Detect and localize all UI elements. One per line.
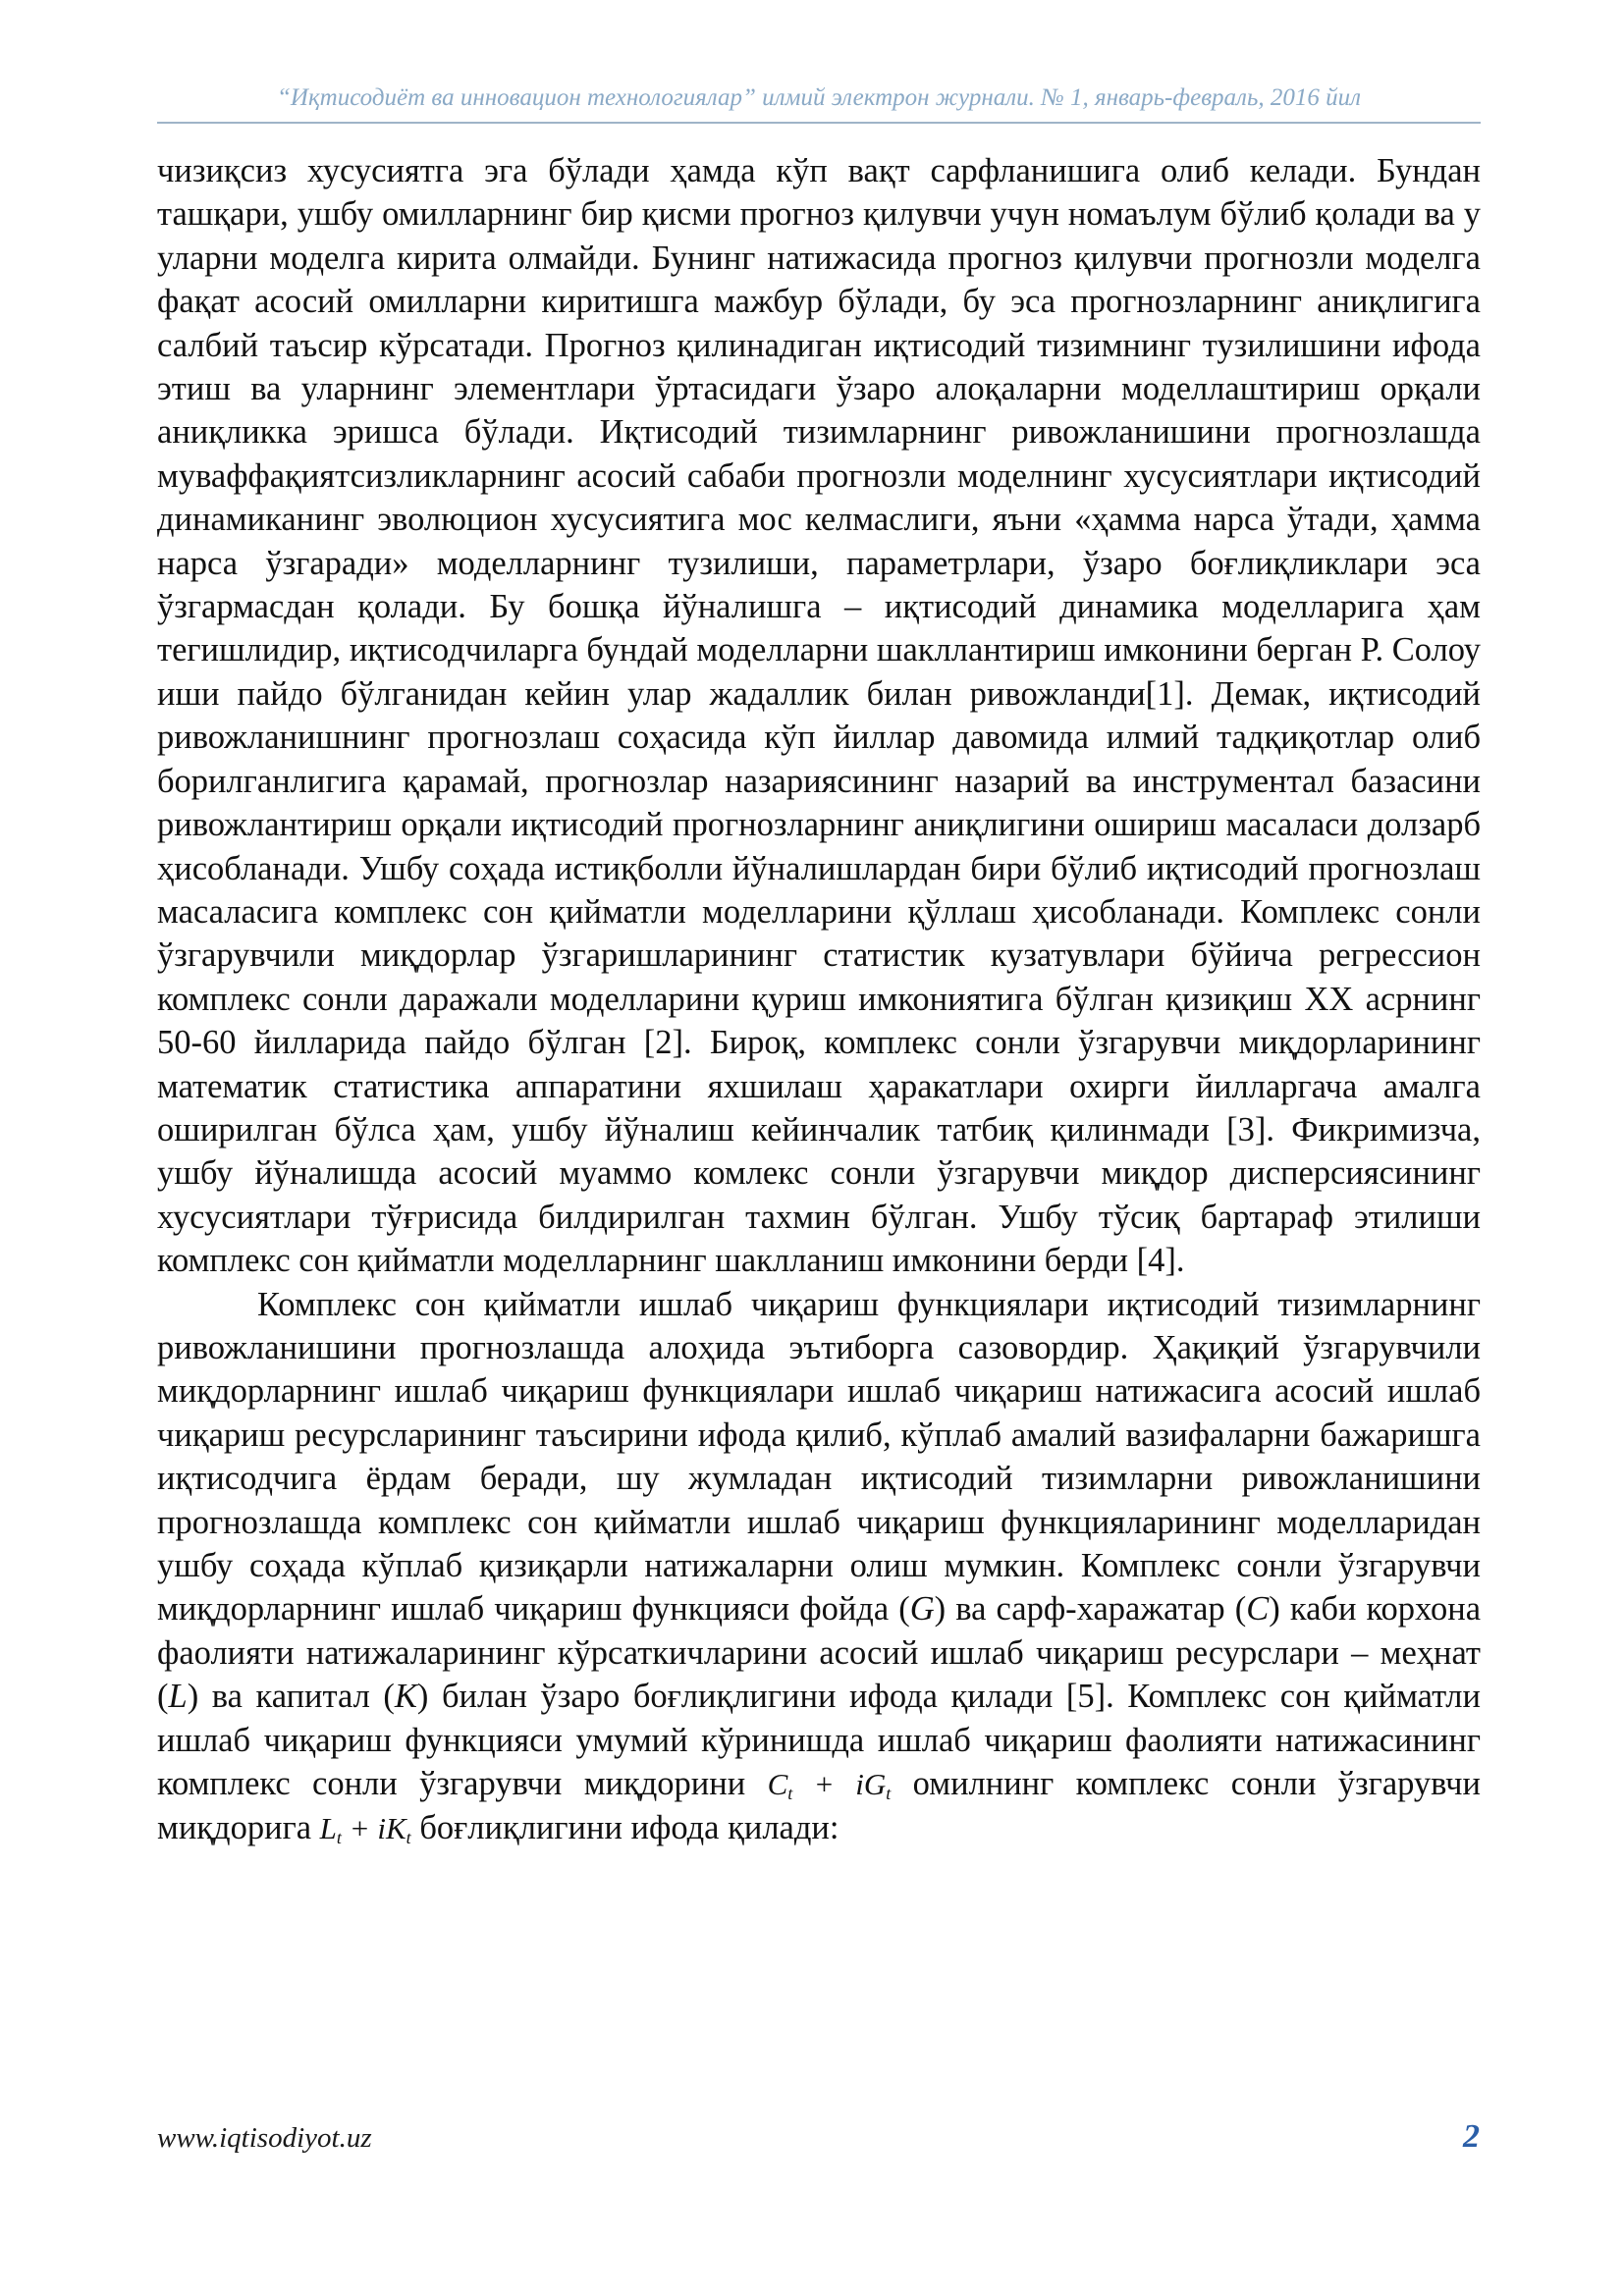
paragraph-2: [157, 1283, 1481, 1851]
article-body: [157, 149, 1481, 1851]
paragraph-1: чизиқсиз хусусиятга эга бўлади ҳамда кўп вақт сарфланишига олиб келади. Бундан ташқари, ушбу омилларнинг бир қисми прогноз қилувчи учун номаълум бўлиб қолади ва у уларни моделга кирита олмайди. Бунинг натижасида прогноз қилувчи прогнозли моделга фақат асосий омилларни киритишга мажбур бўлади, бу эса прогнозларнинг аниқлигига салбий таъсир кўрсатади. Прогноз қилинадиган иқтисодий тизимнинг тузилишини ифода этиш ва уларнинг элементлари ўртасидаги ўзаро алоқаларни моделлаштириш орқали аниқликка эришса бўлади. Иқтисодий тизимларнинг ривожланишини прогнозлашда муваффақиятсизликларнинг асосий сабаби прогнозли моделнинг хусусиятлари иқтисодий динамиканинг эволюцион хусусиятига мос келмаслиги, яъни «ҳамма нарса ўтади, ҳамма нарса ўзгаради» моделларнинг тузилиши, параметрлари, ўзаро боғлиқликлари эса ўзгармасдан қолади. Бу бошқа йўналишга – иқтисодий динамика моделларига ҳам тегишлидир, иқтисодчиларга бундай моделларни шакллантириш имконини берган Р. Солоу иши пайдо бўлганидан кейин улар жадаллик билан ривожланди[1]. Демак, иқтисодий ривожланишнинг прогнозлаш соҳасида кўп йиллар давомида илмий тадқиқотлар олиб борилганлигига қарамай, прогнозлар назариясининг назарий ва инструментал базасини ривожлантириш орқали иқтисодий прогнозларнинг аниқлигини ошириш масаласи долзарб ҳисобланади. Ушбу соҳада истиқболли йўналишлардан бири бўлиб иқтисодий прогнозлаш масаласига комплекс сон қийматли моделларини қўллаш ҳисобланади. Комплекс сонли ўзгарувчили миқдорлар ўзгаришларининг статистик кузатувлари бўйича регрессион комплекс сонли даражали моделларини қуриш имкониятига бўлган қизиқиш XX асрнинг 50-60 йилларида пайдо бўлган [2]. Бироқ, комплекс сонли ўзгарувчи миқдорларининг математик статистика аппаратини яхшилаш ҳаракатлари охирги йилларгача амалга оширилган бўлса ҳам, ушбу йўналиш кейинчалик татбиқ қилинмади [3]. Фикримизча, ушбу йўналишда асосий муаммо комлекс сонли ўзгарувчи миқдор дисперсиясининг хусусиятлари тўғрисида билдирилган тахмин бўлган. Ушбу тўсиқ бартараф этилиши комплекс сон қийматли моделларнинг шаклланиш имконини берди [4].: [157, 152, 1481, 1280]
formula-ct-igt: $C_t + iG_t$: [767, 1767, 892, 1804]
variable-l: L: [168, 1678, 188, 1716]
paragraph-2-text-5: ) билан ўзаро боғлиқлигини ифода қилади [5]. Комплекс сон қийматли ишлаб чиқариш функцияси умумий кўринишда ишлаб чиқариш фаолияти натижасининг комплекс сонли ўзгарувчи миқдорини: [157, 1678, 1481, 1803]
variable-g: G: [909, 1590, 935, 1629]
page-number: 2: [1463, 2118, 1480, 2155]
paragraph-2-text-1: Комплекс сон қийматли ишлаб чиқариш функциялари иқтисодий тизимларнинг ривожланишини прогнозлашда алоҳида эътиборга сазовордир. Ҳақиқий ўзгарувчили миқдорларнинг ишлаб чиқариш функциялари ишлаб чиқариш натижасига асосий ишлаб чиқариш ресурсларининг таъсирини ифода қилиб, кўплаб амалий вазифаларни бажаришга иқтисодчига ёрдам беради, шу жумладан иқтисодий тизимларни ривожланишини прогнозлашда комплекс сон қийматли ишлаб чиқариш функцияларининг моделларидан ушбу соҳада кўплаб қизиқарли натижаларни олиш мумкин. Комплекс сонли ўзгарувчи миқдорларнинг ишлаб чиқариш функцияси фойда (: [157, 1285, 1481, 1629]
variable-k: K: [394, 1678, 417, 1716]
paragraph-2-text-3: ) каби корхона фаолияти натижаларининг кўрсаткичларини асосий ишлаб чиқариш ресурслари – меҳнат (: [157, 1590, 1482, 1716]
paragraph-2-text-6: омилнинг комплекс сонли ўзгарувчи миқдорига: [157, 1765, 1481, 1847]
paragraph-2-text-4: ) ва капитал (: [187, 1678, 395, 1716]
paragraph-2-text-7: боғлиқлигини ифода қилади:: [410, 1809, 839, 1847]
footer-website-link[interactable]: www.iqtisodiyot.uz: [157, 2122, 372, 2154]
variable-c: C: [1246, 1590, 1270, 1629]
paragraph-2-text-2: ) ва сарф-харажатар (: [934, 1590, 1247, 1629]
formula-lt-ikt: $L_t + iK_t$: [319, 1811, 411, 1848]
journal-header: “Иқтисодиёт ва инновацион технологиялар” илмий электрон журнали. № 1, январь-февраль, 2016 йил: [157, 84, 1481, 124]
